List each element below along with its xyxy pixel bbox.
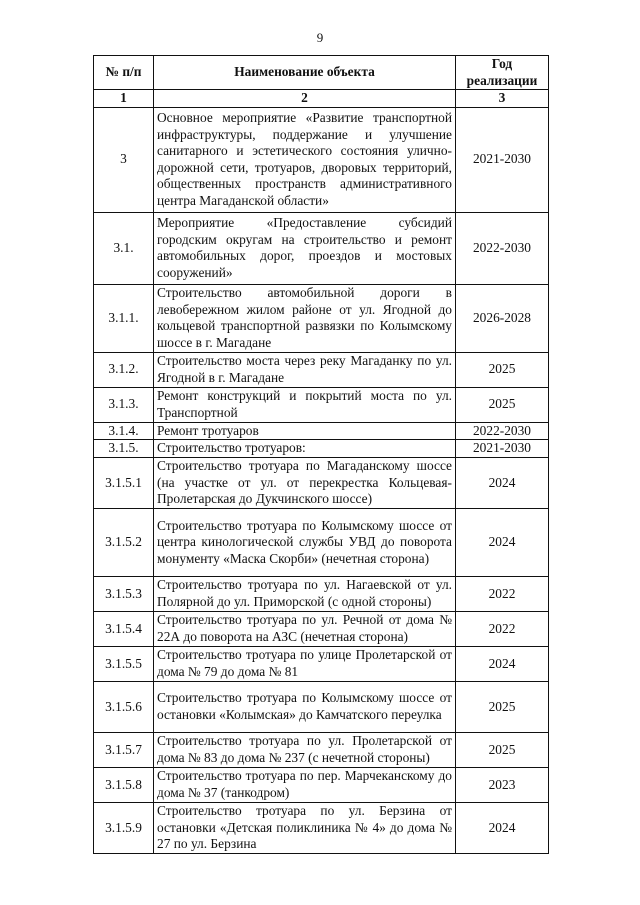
row-number: 3.1. <box>94 212 154 284</box>
row-number: 3.1.5. <box>94 440 154 458</box>
row-year: 2026-2028 <box>456 284 549 352</box>
row-name: Мероприятие «Предоставление субсидий городским округам на строительство и ремонт автомобильных дорог, проездов и мостовых сооружений» <box>154 212 456 284</box>
table-row <box>94 576 549 611</box>
row-year: 2022 <box>456 611 549 646</box>
header-year: Год реализации <box>456 56 549 90</box>
row-number: 3 <box>94 107 154 212</box>
row-year: 2025 <box>456 387 549 422</box>
row-name: Строительство тротуара по пер. Марчеканскому до дома № 37 (танкодром) <box>154 767 456 802</box>
row-year: 2022-2030 <box>456 212 549 284</box>
row-year: 2024 <box>456 508 549 576</box>
row-name: Строительство тротуара по ул. Нагаевской от ул. Полярной до ул. Приморской (с одной стороны) <box>154 576 456 611</box>
row-number: 3.1.5.3 <box>94 576 154 611</box>
row-number: 3.1.5.5 <box>94 646 154 681</box>
table-row <box>94 508 549 576</box>
column-number: 2 <box>154 90 456 108</box>
table-row <box>94 646 549 681</box>
row-name: Строительство тротуара по Магаданскому шоссе (на участке от ул. от перекрестка Кольцевая-Пролетарская до Дукчинского шоссе) <box>154 457 456 508</box>
row-year: 2024 <box>456 457 549 508</box>
table-row <box>94 681 549 732</box>
row-year: 2022 <box>456 576 549 611</box>
row-number: 3.1.5.8 <box>94 767 154 802</box>
row-year: 2025 <box>456 681 549 732</box>
row-year: 2023 <box>456 767 549 802</box>
row-number: 3.1.5.1 <box>94 457 154 508</box>
row-number: 3.1.5.9 <box>94 802 154 853</box>
row-year: 2021-2030 <box>456 107 549 212</box>
objects-table <box>93 55 549 854</box>
row-number: 3.1.1. <box>94 284 154 352</box>
row-name: Строительство тротуара по ул. Речной от дома № 22А до поворота на АЗС (нечетная сторона) <box>154 611 456 646</box>
table-header-row <box>94 56 549 90</box>
table-row <box>94 732 549 767</box>
table-row <box>94 457 549 508</box>
row-name: Строительство моста через реку Магаданку по ул. Ягодной в г. Магадане <box>154 352 456 387</box>
row-name: Строительство тротуара по улице Пролетарской от дома № 79 до дома № 81 <box>154 646 456 681</box>
row-year: 2024 <box>456 646 549 681</box>
row-name: Строительство автомобильной дороги в левобережном жилом районе от ул. Ягодной до кольцевой транспортной развязки по Колымскому шоссе в г. Магадане <box>154 284 456 352</box>
column-number: 3 <box>456 90 549 108</box>
row-number: 3.1.5.2 <box>94 508 154 576</box>
column-number: 1 <box>94 90 154 108</box>
table-row <box>94 611 549 646</box>
table-row <box>94 212 549 284</box>
table-row <box>94 284 549 352</box>
table-row <box>94 767 549 802</box>
table-row <box>94 387 549 422</box>
header-name: Наименование объекта <box>154 56 456 90</box>
row-year: 2024 <box>456 802 549 853</box>
table-row <box>94 107 549 212</box>
row-number: 3.1.3. <box>94 387 154 422</box>
table-row <box>94 802 549 853</box>
table-row <box>94 422 549 440</box>
row-year: 2022-2030 <box>456 422 549 440</box>
table-row <box>94 440 549 458</box>
row-year: 2025 <box>456 732 549 767</box>
row-name: Ремонт тротуаров <box>154 422 456 440</box>
row-name: Основное мероприятие «Развитие транспортной инфраструктуры, поддержание и улучшение санитарного и эстетического состояния улично-дорожной сети, тротуаров, дворовых территорий, общественных пространств административного центра Магаданской области» <box>154 107 456 212</box>
row-number: 3.1.5.7 <box>94 732 154 767</box>
row-year: 2025 <box>456 352 549 387</box>
column-numbers-row <box>94 90 549 108</box>
row-number: 3.1.5.4 <box>94 611 154 646</box>
row-name: Строительство тротуара по Колымскому шоссе от остановки «Колымская» до Камчатского переулка <box>154 681 456 732</box>
page-number: 9 <box>316 30 324 45</box>
header-number: № п/п <box>94 56 154 90</box>
row-name: Строительство тротуара по ул. Пролетарской от дома № 83 до дома № 237 (с нечетной стороны) <box>154 732 456 767</box>
row-year: 2021-2030 <box>456 440 549 458</box>
row-name: Ремонт конструкций и покрытий моста по ул. Транспортной <box>154 387 456 422</box>
row-name: Строительство тротуара по ул. Берзина от остановки «Детская поликлиника № 4» до дома № 27 по ул. Берзина <box>154 802 456 853</box>
row-number: 3.1.4. <box>94 422 154 440</box>
table-row <box>94 352 549 387</box>
row-number: 3.1.2. <box>94 352 154 387</box>
row-name: Строительство тротуаров: <box>154 440 456 458</box>
row-name: Строительство тротуара по Колымскому шоссе от центра кинологической службы УВД до поворота монументу «Маска Скорби» (нечетная сторона) <box>154 508 456 576</box>
row-number: 3.1.5.6 <box>94 681 154 732</box>
